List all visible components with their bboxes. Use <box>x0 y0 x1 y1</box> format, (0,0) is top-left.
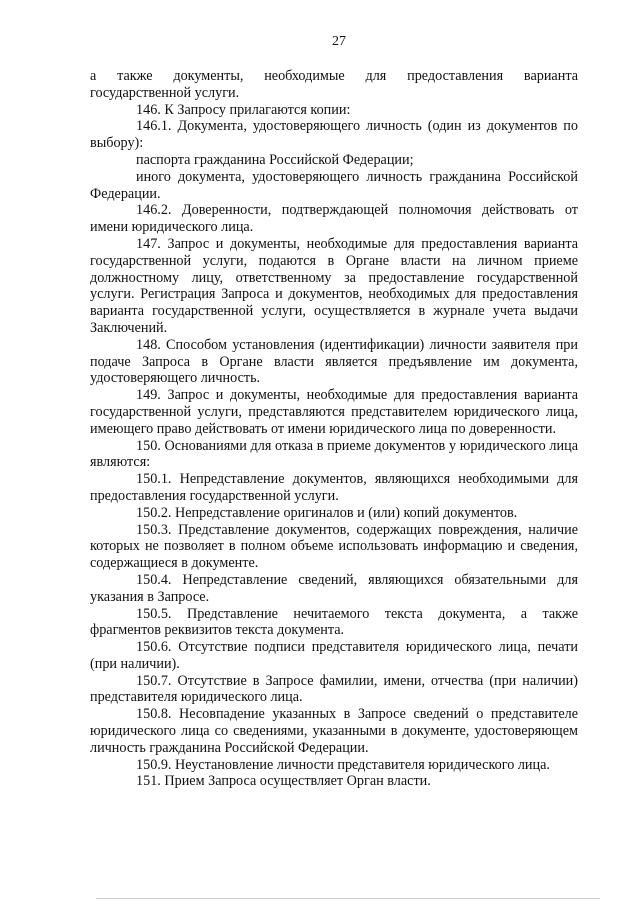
paragraph: 150.7. Отсутствие в Запросе фамилии, имени, отчества (при наличии) представителя юридического лица. <box>90 672 578 706</box>
paragraph: 150.6. Отсутствие подписи представителя юридического лица, печати (при наличии). <box>90 639 578 672</box>
paragraph: иного документа, удостоверяющего личность гражданина Российской Федерации. <box>90 168 578 202</box>
paragraph: 150.8. Несовпадение указанных в Запросе сведений о представителе юридического лица со сведениями, указанными в документе, удостоверяющем личность гражданина Российской Федерации. <box>90 706 578 756</box>
paragraph: а также документы, необходимые для предоставления варианта государственной услуги. <box>90 68 578 101</box>
paragraph: паспорта гражданина Российской Федерации; <box>136 151 414 168</box>
paragraph: 150.2. Непредставление оригиналов и (или) копий документов. <box>136 504 518 521</box>
paragraph: 148. Способом установления (идентификации) личности заявителя при подаче Запроса в Органе власти является предъявление им документа, удостоверяющего личность. <box>90 336 578 387</box>
paragraph: 146.2. Доверенности, подтверждающей полномочия действовать от имени юридического лица. <box>90 202 578 236</box>
scan-edge-line <box>96 898 600 899</box>
page-number: 27 <box>332 34 346 49</box>
document-body <box>90 68 578 790</box>
paragraph: 146. К Запросу прилагаются копии: <box>136 101 351 118</box>
paragraph: 150.5. Представление нечитаемого текста документа, а также фрагментов реквизитов текста документа. <box>90 605 578 639</box>
paragraph: 146.1. Документа, удостоверяющего личность (один из документов по выбору): <box>90 118 578 152</box>
paragraph: 149. Запрос и документы, необходимые для предоставления варианта государственной услуги, представляются представителем юридического лица, имеющего право действовать от имени юридического лица по доверенности. <box>90 387 578 437</box>
paragraph: 150.9. Неустановление личности представителя юридического лица. <box>136 756 550 773</box>
paragraph: 150. Основаниями для отказа в приеме документов у юридического лица являются: <box>90 437 578 471</box>
paragraph: 151. Прием Запроса осуществляет Орган власти. <box>136 773 431 790</box>
paragraph: 150.4. Непредставление сведений, являющихся обязательными для указания в Запросе. <box>90 571 578 605</box>
paragraph: 150.3. Представление документов, содержащих повреждения, наличие которых не позволяет в полном объеме использовать информацию и сведения, содержащиеся в документе. <box>90 521 578 572</box>
paragraph: 150.1. Непредставление документов, являющихся необходимыми для предоставления государственной услуги. <box>90 471 578 504</box>
paragraph: 147. Запрос и документы, необходимые для предоставления варианта государственной услуги, подаются в Органе власти на личном приеме должностному лицу, ответственному за предоставление государственной услуги. Регистрация Запроса и документов, необходимых для предоставления варианта государственной услуги, осуществляется в журнале учета выдачи Заключений. <box>90 235 578 336</box>
